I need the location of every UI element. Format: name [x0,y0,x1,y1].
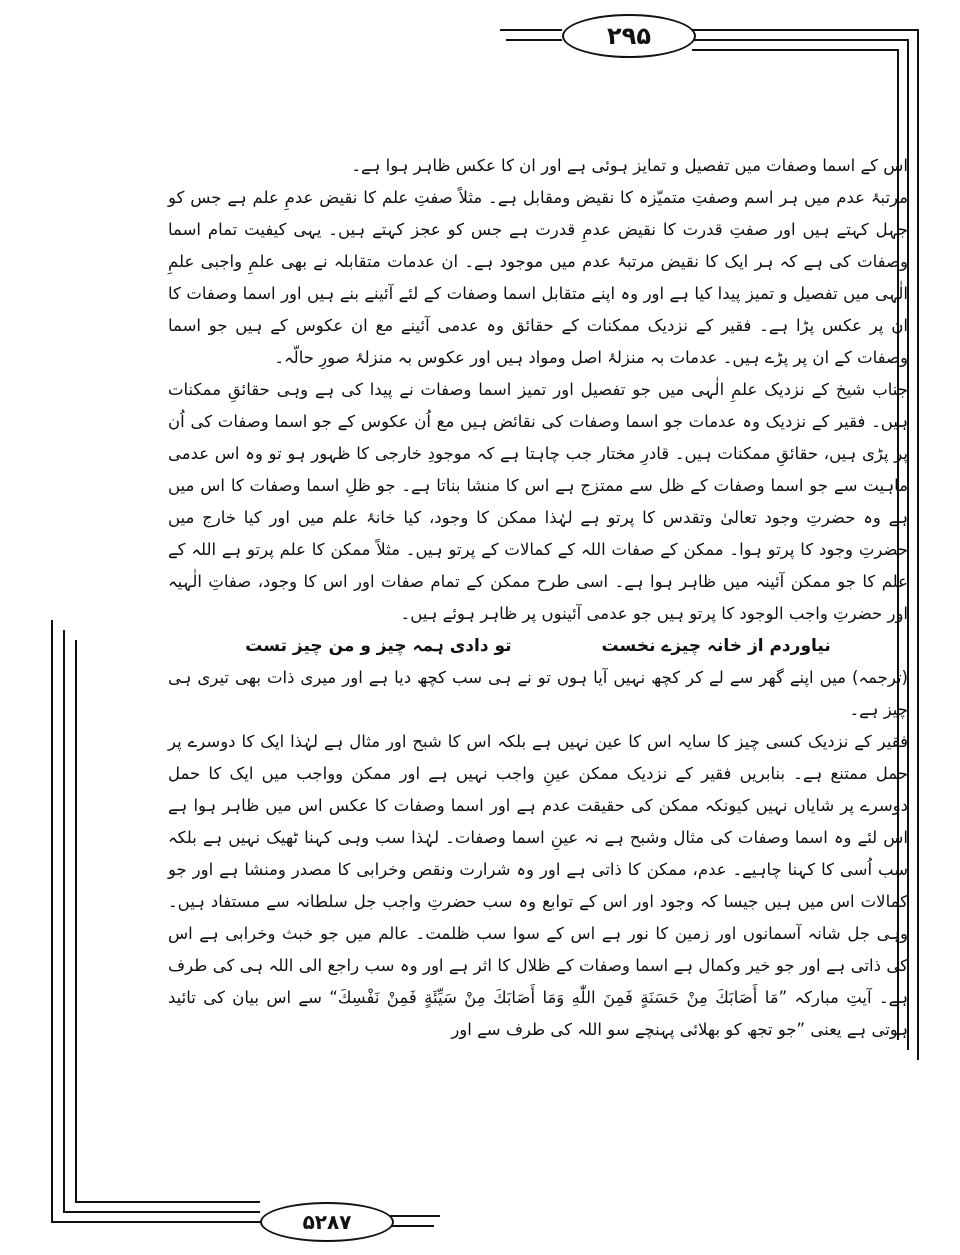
folio-number: ۵۲۸۷ [260,1202,394,1242]
verse-second-hemistich: تو دادی ہمہ چیز و من چیز تست [245,636,512,656]
paragraph-3: جناب شیخ کے نزدیک علمِ الٰہی میں جو تفصیل اور تمیز اسما وصفات نے پیدا کی ہے وہی حقائقِ ممکنات ہیں۔ فقیر کے نزدیک وہ عدمات جو اسما وصفات کی نقائض ہیں مع اُن عکوس کے جو اسما وصفات کی اُن پر پڑی ہیں، حقائقِ ممکنات ہیں۔ قادرِ مختار جب چاہتا ہے کہ موجودِ خارجی کا ظہور ہو تو وہ اس عدمی ماہیت سے جو اسما وصفات کے ظل سے ممتزج ہے اس کا منشا بناتا ہے۔ جو ظلِ اسما وصفات کا اس میں ہے وہ حضرتِ وجود تعالیٰ وتقدس کا پرتو ہے لہٰذا ممکن کا وجود، کیا خانۂ علم میں اور کیا خارج میں حضرتِ وجود کا پرتو ہوا۔ ممکن کے صفات اللہ کے کمالات کے پرتو ہیں۔ مثلاً ممکن کا علم پرتو ہے اللہ کے علم کا جو ممکن آئینہ میں ظاہر ہوا ہے۔ اسی طرح ممکن کے تمام صفات اور اس کا وجود، صفاتِ الٰہیہ اور حضرتِ واجب الوجود کا پرتو ہیں جو عدمی آئینوں پر ظاہر ہوئے ہیں۔ [168,380,908,623]
paragraph-2: مرتبۂ عدم میں ہر اسم وصفتِ متمیّزہ کا نقیض ومقابل ہے۔ مثلاً صفتِ علم کا نقیض عدمِ علم ہے جس کو جہل کہتے ہیں اور صفتِ قدرت کا نقیض عدمِ قدرت ہے جس کو عجز کہتے ہیں۔ یہی کیفیت تمام اسما وصفات کی ہے کہ ہر ایک کا نقیض مرتبۂ عدم میں موجود ہے۔ ان عدمات متقابلہ نے بھی علمِ واجبی علمِ الٰہی میں تفصیل و تمیز پیدا کیا ہے اور وہ اپنے متقابل اسما وصفات کے لئے آئینے بنے ہیں اور اسما وصفات کا ان پر عکس پڑا ہے۔ فقیر کے نزدیک ممکنات کے حقائق وہ عدمی آئینے مع ان عکوس کے ہیں جو اسما وصفات کے ان پر پڑے ہیں۔ عدمات بہ منزلۂ اصل ومواد ہیں اور عکوس بہ منزلۂ صورِ حالّہ۔ [168,188,908,367]
persian-verse [168,630,908,662]
verse-translation: (ترجمہ) میں اپنے گھر سے لے کر کچھ نہیں آیا ہوں تو نے ہی سب کچھ دیا ہے اور میری ذات بھی تیری ہی چیز ہے۔ [168,668,908,719]
page-text [168,150,908,1046]
verse-first-hemistich: نیاوردم از خانہ چیزے نخست [601,636,831,656]
page-number: ۲۹۵ [562,14,696,58]
paragraph-4: فقیر کے نزدیک کسی چیز کا سایہ اس کا عین نہیں ہے بلکہ اس کا شبح اور مثال ہے لہٰذا ایک کا دوسرے پر حمل ممتنع ہے۔ بنابریں فقیر کے نزدیک ممکن عینِ واجب نہیں ہے اور ممکن وواجب میں ایک کا حمل دوسرے پر شایاں نہیں کیونکہ ممکن کی حقیقت عدم ہے اور اسما وصفات کا عکس اس میں ظاہر ہوا ہے اس لئے وہ اسما وصفات کی مثال وشبح ہے نہ عینِ اسما وصفات۔ لہٰذا سب وہی کہنا ٹھیک نہیں ہے بلکہ سب اُسی کا کہنا چاہیے۔ عدم، ممکن کا ذاتی ہے اور وہ شرارت ونقص وخرابی کا مصدر ومنشا ہے اور جو کمالات اس میں ہیں جیسا کہ وجود اور اس کے توابع وہ سب حضرتِ واجب جل سلطانہ سے مستفاد ہیں۔ وہی جل شانہ آسمانوں اور زمین کا نور ہے اس کے سوا سب ظلمت۔ عالم میں جو خبث وخرابی ہے اس کی ذاتی ہے اور جو خیر وکمال ہے اسما وصفات کے ظلال کا اثر ہے اور وہ سب راجع الی اللہ ہی کی طرف ہے۔ آیتِ مبارکہ ”مَا أَصَابَكَ مِنْ حَسَنَةٍ فَمِنَ اللّٰهِ وَمَا أَصَابَكَ مِنْ سَيِّئَةٍ فَمِنْ نَفْسِكَ“ سے اس بیان کی تائید ہوتی ہے یعنی ”جو تجھ کو بھلائی پہنچے سو اللہ کی طرف سے اور [168,732,908,1039]
paragraph-1: اس کے اسما وصفات میں تفصیل و تمایز ہوئی ہے اور ان کا عکس ظاہر ہوا ہے۔ [351,156,908,175]
